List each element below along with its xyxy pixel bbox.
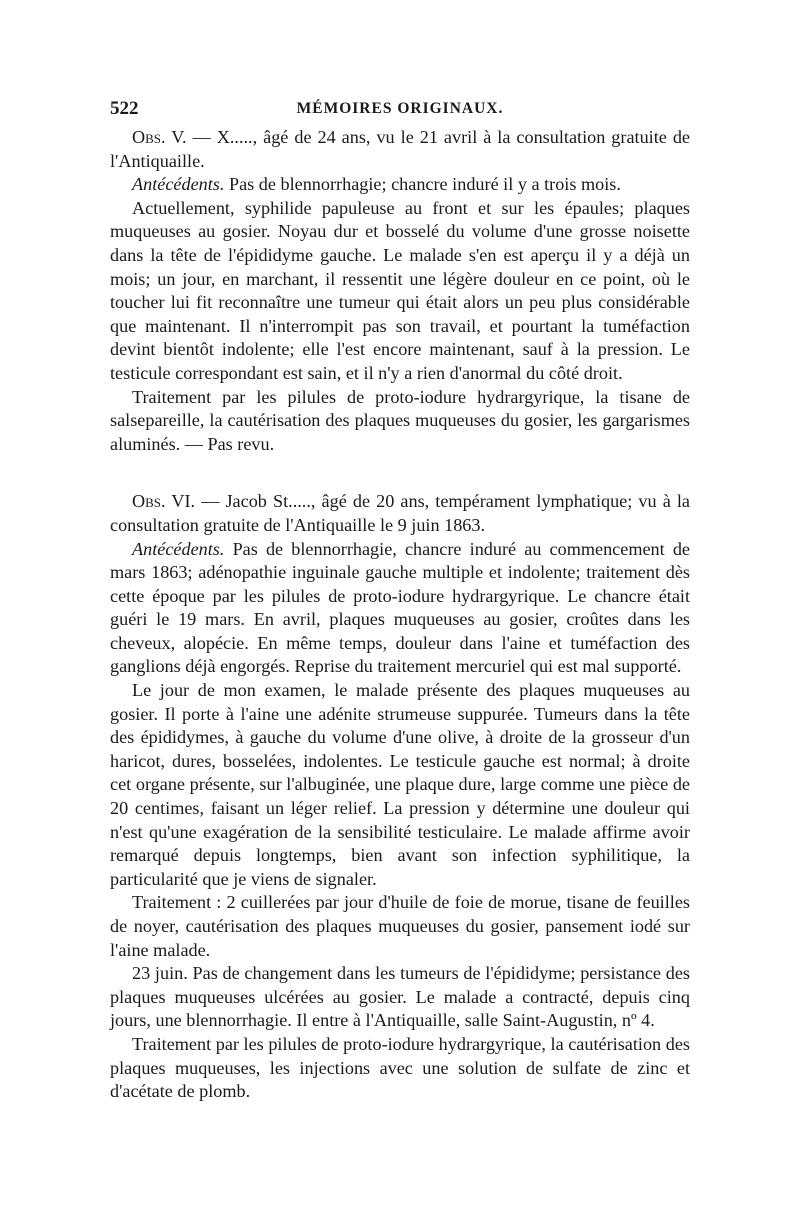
obs6-antecedents-text: Pas de blennorrhagie, chancre induré au commencement de mars 1863; adénopathie inguinale gauche multiple et indolente; traitement dès cette époque par les pilules de proto-iodure hydrargyrique. Le chancre était guéri le 19 mars. En avril, plaques muqueuses au gosier, croûtes dans les cheveux, alopécie. En même temps, douleur dans l'aine et tuméfaction des ganglions déjà engorgés. Reprise du traitement mercuriel qui est mal supporté.	[110, 538, 690, 677]
obs6-intro: — Jacob St....., âgé de 20 ans, tempérament lymphatique; vu à la consultation gratuite de l'Antiquaille le 9 juin 1863.	[110, 491, 690, 535]
obs6-antecedents-label: Antécédents.	[132, 538, 225, 559]
obs5-label: Obs. V.	[132, 127, 187, 147]
obs5-antecedents-text: Pas de blennorrhagie; chancre induré il y a trois mois.	[224, 174, 621, 195]
document-page	[110, 96, 690, 1104]
obs6-paragraph-4: 23 juin. Pas de changement dans les tumeurs de l'épididyme; persistance des plaques muqueuses ulcérées au gosier. Le malade a contracté, depuis cinq jours, une blennorrhagie. Il entre à l'Antiquaille, salle Saint-Augustin, nº 4.	[110, 963, 690, 1031]
obs6-label: Obs. VI.	[132, 491, 196, 512]
running-title: MÉMOIRES ORIGINAUX.	[296, 100, 504, 117]
obs6-paragraph-2: Le jour de mon examen, le malade présente des plaques muqueuses au gosier. Il porte à l'aine une adénite strumeuse suppurée. Tumeurs dans la tête des épididymes, à gauche du volume d'une olive, à droite de la grosseur d'un haricot, dures, bosselées, indolentes. Le testicule gauche est normal; à droite cet organe présente, sur l'albuginée, une plaque dure, large comme une pièce de 20 centimes, faisant un léger relief. La pression y détermine une douleur qui n'est qu'une exagération de la sensibilité testiculaire. Le malade affirme avoir remarqué depuis longtemps, bien avant son infection syphilitique, la particularité que je viens de signaler.	[110, 680, 690, 889]
obs6-intro-paragraph	[110, 490, 690, 537]
obs6-paragraph-5: Traitement par les pilules de proto-iodure hydrargyrique, la cautérisation des plaques muqueuses, les injections avec une solution de sulfate de zinc et d'acétate de plomb.	[110, 1033, 690, 1102]
obs5-paragraph-2: Actuellement, syphilide papuleuse au front et sur les épaules; plaques muqueuses au gosier. Noyau dur et bosselé du volume d'une grosse noisette dans la tête de l'épididyme gauche. Le malade s'en est aperçu il y a déjà un mois; un jour, en marchant, il ressentit une légère douleur en ce point, où le toucher lui fit reconnaître une tumeur qui était alors un peu plus considérable que maintenant. Il n'interrompit pas son travail, et pourtant la tuméfaction devint bientôt indolente; elle l'est encore maintenant, sauf à la pression. Le testicule correspondant est sain, et il n'y a rien d'anormal du côté droit.	[110, 197, 690, 383]
section-spacer	[110, 456, 690, 490]
obs5-intro: — X....., âgé de 24 ans, vu le 21 avril à la consultation gratuite de l'Antiquaille.	[110, 127, 690, 171]
obs5-antecedents-label: Antécédents.	[132, 174, 225, 195]
observation-6	[110, 490, 690, 1103]
page-header	[110, 96, 690, 126]
obs6-antecedents-paragraph	[110, 538, 690, 680]
observation-5	[110, 126, 690, 456]
page-number: 522	[110, 98, 139, 119]
obs5-paragraph-3: Traitement par les pilules de proto-iodure hydrargyrique, la tisane de salsepareille, la cautérisation des plaques muqueuses du gosier, les gargarismes aluminés. — Pas revu.	[110, 386, 690, 454]
obs5-intro-paragraph	[110, 126, 690, 173]
obs5-antecedents-paragraph	[110, 173, 690, 197]
obs6-paragraph-3: Traitement : 2 cuillerées par jour d'huile de foie de morue, tisane de feuilles de noyer, cautérisation des plaques muqueuses du gosier, pansement iodé sur l'aine malade.	[110, 892, 690, 960]
